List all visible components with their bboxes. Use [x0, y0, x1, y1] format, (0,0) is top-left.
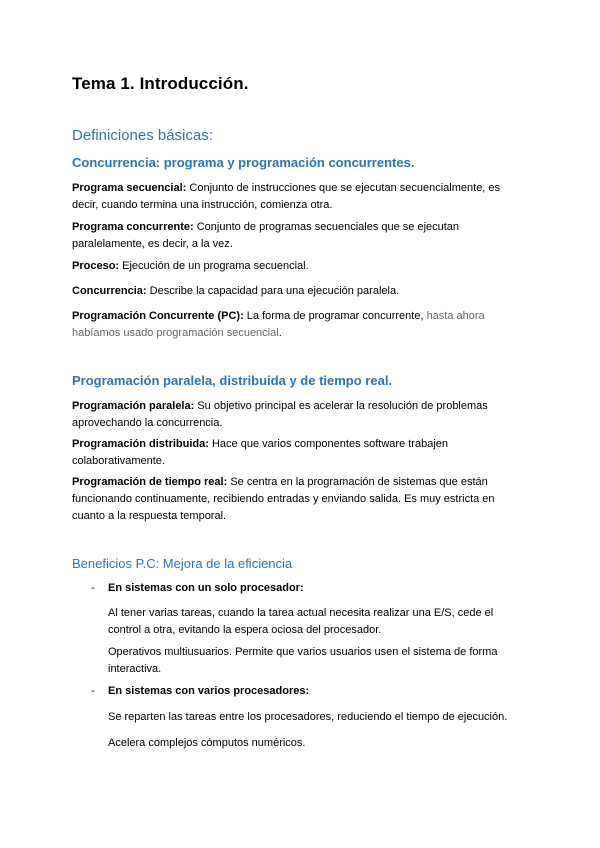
definition-term: Programación de tiempo real:: [72, 476, 228, 488]
definition-term: Concurrencia:: [72, 285, 147, 297]
subheading-concurrencia: Concurrencia: programa y programación concurrentes.: [72, 155, 415, 170]
paragraph-multi-processor-1: Se reparten las tareas entre los procesadores, reduciendo el tiempo de ejecución.: [108, 711, 508, 723]
definition-text: Ejecución de un programa secuencial.: [119, 260, 309, 272]
definition-programacion-paralela: [72, 398, 522, 432]
definition-programacion-distribuida: [72, 436, 522, 470]
definition-concurrencia: [72, 283, 522, 300]
bullet-single-processor: En sistemas con un solo procesador:: [108, 582, 304, 594]
definition-text: Conjunto de instrucciones que se ejecutan secuencialmente, es decir, cuando termina una instrucción, comienza otra.: [72, 182, 501, 211]
bullet-dash: -: [91, 685, 95, 697]
section-heading-definiciones: Definiciones básicas:: [72, 127, 213, 144]
definition-term: Programación Concurrente (PC):: [72, 310, 244, 322]
definition-note: hasta ahora habíamos usado programación secuencial: [72, 310, 485, 339]
definition-text: La forma de programar concurrente,: [243, 310, 427, 322]
definition-term: Programación distribuida:: [72, 438, 209, 450]
definition-term: Proceso:: [72, 260, 120, 272]
definition-term: Programación paralela:: [72, 400, 195, 412]
definition-programacion-concurrente: [72, 308, 522, 342]
definition-term: Programa secuencial:: [72, 182, 187, 194]
paragraph-multi-processor-2: Acelera complejos cómputos numéricos.: [108, 737, 306, 749]
definition-end: .: [278, 327, 282, 339]
definition-programa-secuencial: [72, 180, 522, 214]
definition-text: Su objetivo principal es acelerar la resolución de problemas aprovechando la concurrencia.: [72, 400, 488, 429]
subheading-beneficios: Beneficios P.C: Mejora de la eficiencia: [72, 556, 293, 571]
definition-text: Describe la capacidad para una ejecución paralela.: [146, 285, 400, 297]
bullet-dash: -: [91, 582, 95, 594]
definition-proceso: [72, 258, 522, 275]
subheading-programacion-paralela: Programación paralela, distribuida y de tiempo real.: [72, 373, 393, 388]
definition-programa-concurrente: [72, 219, 522, 253]
bullet-multi-processor: En sistemas con varios procesadores:: [108, 685, 310, 697]
paragraph-single-processor-2: Operativos multiusuarios. Permite que varios usuarios usen el sistema de forma interactiva.: [108, 646, 498, 675]
definition-text: Conjunto de programas secuenciales que se ejecutan paralelamente, es decir, a la vez.: [72, 221, 460, 250]
page-title: Tema 1. Introducción.: [72, 74, 249, 93]
paragraph-single-processor-1: Al tener varias tareas, cuando la tarea actual necesita realizar una E/S, cede el control a otra, evitando la espera ociosa del procesador.: [108, 607, 494, 636]
definition-term: Programa concurrente:: [72, 221, 194, 233]
definition-programacion-tiempo-real: [72, 474, 522, 525]
definition-text: Se centra en la programación de sistemas que están funcionando continuamente, recibiendo entradas y enviando salida. Es muy estricta en cuanto a la respuesta temporal.: [72, 476, 495, 522]
definition-text: Hace que varios componentes software trabajen colaborativamente.: [72, 438, 448, 467]
